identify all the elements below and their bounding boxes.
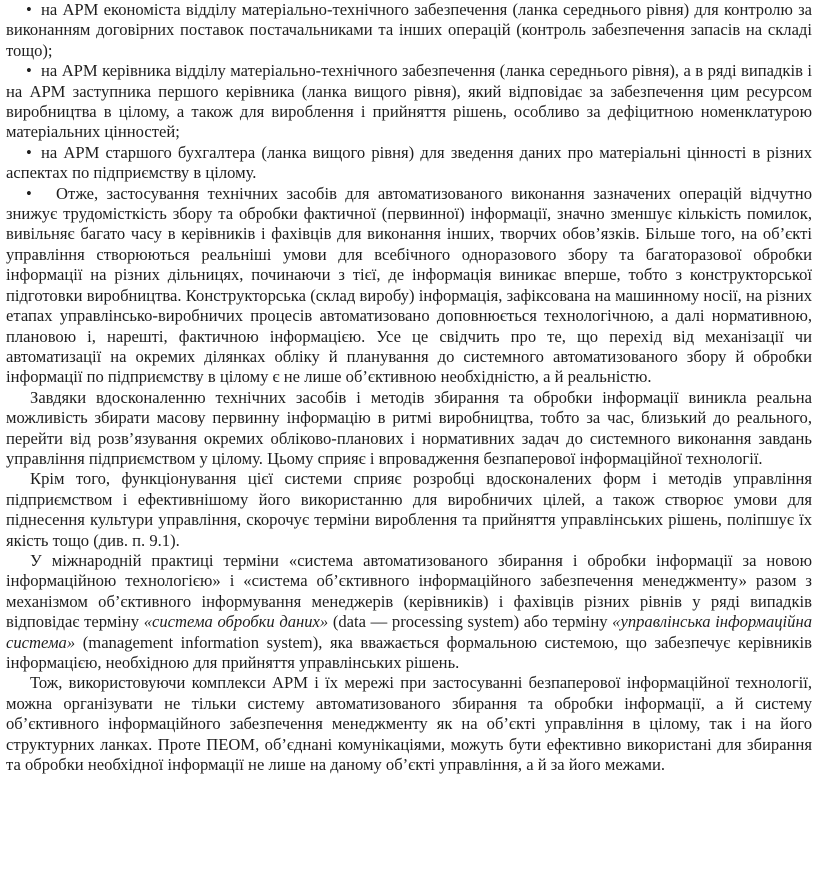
bullet-item bbox=[6, 143, 812, 184]
bullet-icon: • bbox=[26, 183, 32, 203]
paragraph-text: Отже, застосування технічних засобів для автоматизованого виконання зазначених операцій відчутно знижує трудомісткість збору та обробки фактичної (первинної) інформації, значно зменшує кількість помилок, вивільняє багато часу в керівників і фахівців для виконання інших, творчих обов’язків. Більше того, на об’єкті управління створюються реальніші умови для всебічного одноразового збору та багаторазової обробки інформації на різних дільницях, починаючи з тієї, де інформація виникає вперше, тобто з конструкторської підготовки виробництва. Конструкторська (склад виробу) інформація, зафіксована на машинному носії, на різних етапах управлінсько-виробничих процесів автоматизовано доповнюється технологічною, а далі нормативною, плановою і, нарешті, фактичною інформацією. Усе це свідчить про те, що перехід від механізації чи автоматизації на окремих ділянках обліку й планування до системного автоматизованого збору й обробки інформації по підприємству в цілому є не лише об’єктивною необхідністю, а й реальністю. bbox=[6, 183, 812, 387]
paragraph-tozh: Тож, використовуючи комплекси АРМ і їх мережі при застосуванні безпаперової інформаційної технології, можна організувати не тільки систему автоматизованого збирання та обробки інформації, а й систему об’єктивного інформаційного забезпечення менеджменту як на об’єкті управління в цілому, так і на його структурних ланках. Проте ПЕОМ, об’єднані комунікаціями, можуть бути ефективно використані для збирання та обробки необхідної інформації не лише на даному об’єкті управління, а й за його межами. bbox=[6, 673, 812, 775]
paragraph-mizhnarodna-praktyka bbox=[6, 551, 812, 673]
paragraph-krim: Крім того, функціонування цієї системи сприяє розробці вдосконалених форм і методів управління підприємством і ефективнішому його використанню для виробничих цілей, а також створює умови для піднесення культури управління, скорочує терміни вироблення та прийняття управлінських рішень, поліпшує їх якість тощо (див. п. 9.1). bbox=[6, 469, 812, 550]
paragraph-otzhe bbox=[6, 184, 812, 388]
bullet-text: на АРМ керівника відділу матеріально-технічного забезпечення (ланка середнього рівня), а в ряді випадків і на АРМ заступника першого керівника (ланка вищого рівня), який відповідає за забезпечення цим ресурсом виробництва в цілому, а також для вироблення і прийняття рішень, особливо за дефіцитною номенклатурою матеріальних цінностей; bbox=[6, 61, 812, 142]
bullet-icon: • bbox=[26, 61, 32, 81]
bullet-text: на АРМ старшого бухгалтера (ланка вищого рівня) для зведення даних про матеріальні цінності в різних аспектах по підприємству в цілому. bbox=[6, 142, 812, 183]
italic-term-mis: «управлінська інформаційна система» bbox=[6, 612, 812, 652]
bullet-item bbox=[6, 0, 812, 61]
paragraph-text-part: (management information system), яка вважається формальною системою, що забезпечує керівників інформацією, необхідною для прийняття управлінських рішень. bbox=[6, 632, 812, 672]
bullet-icon: • bbox=[26, 0, 32, 19]
paragraph-zavdyaky: Завдяки вдосконаленню технічних засобів і методів збирання та обробки інформації виникла реальна можливість збирати масову первинну інформацію в ритмі виробництва, тобто за час, близький до реального, перейти від розв’язування окремих обліково-планових і нормативних задач до системного виконання завдань управління підприємством у цілому. Цьому сприяє і впровадження безпаперової інформаційної технології. bbox=[6, 387, 812, 468]
paragraph-text-part: (data — processing system) або терміну bbox=[328, 612, 613, 632]
paragraph-text-part: У міжнародній практиці терміни «система автоматизованого збирання і обробки інформації за новою інформаційною технологією» і «система об’єктивного інформаційного забезпечення менеджменту» разом з механізмом об’єктивного інформування менеджерів (керівників) і фахівців різних рівнів у ряді випадків відповідає терміну bbox=[6, 550, 812, 632]
bullet-icon: • bbox=[26, 142, 32, 162]
bullet-item bbox=[6, 61, 812, 143]
bullet-text: на АРМ економіста відділу матеріально-технічного забезпечення (ланка середнього рівня) для контролю за виконанням договірних поставок постачальниками та інших операцій (контроль забезпечення запасів на складі тощо); bbox=[6, 0, 812, 60]
italic-term-data-processing: «система обробки даних» bbox=[143, 612, 329, 632]
